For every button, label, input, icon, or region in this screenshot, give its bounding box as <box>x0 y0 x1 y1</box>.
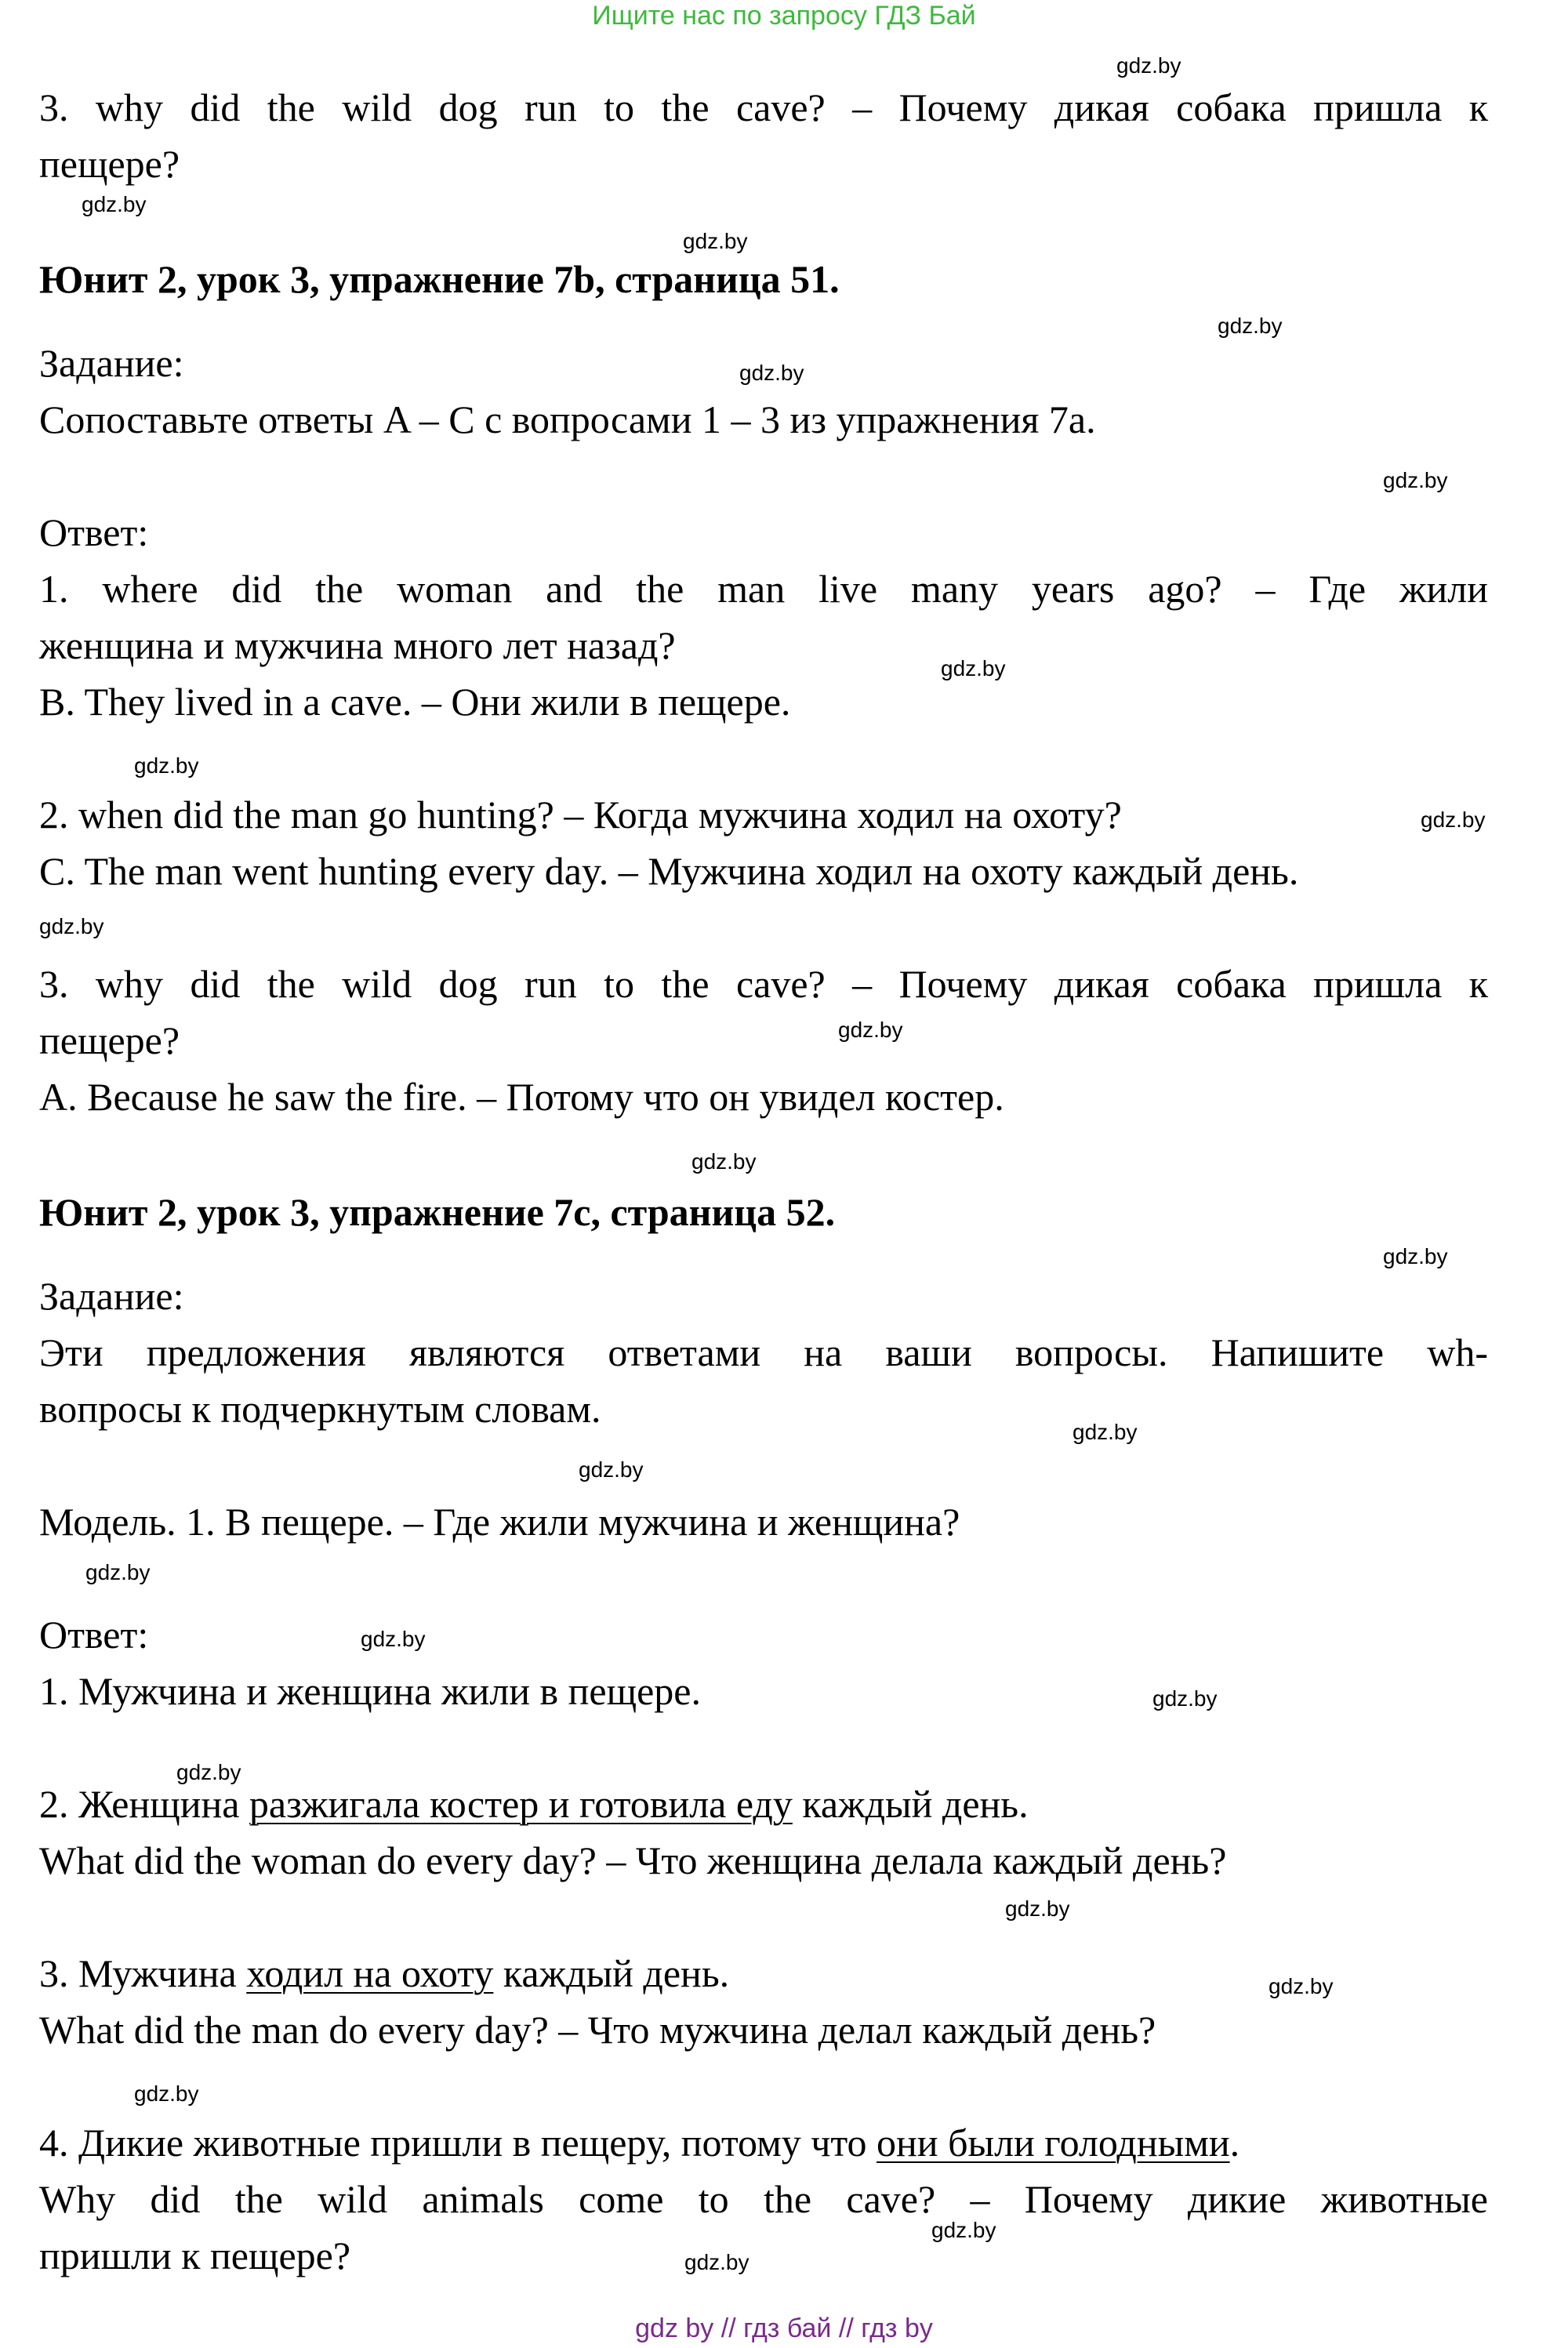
item-3-underlined: ходил на охоту <box>246 1951 494 1995</box>
task-text-7c-line-2: вопросы к подчеркнутым словам. <box>39 1387 601 1431</box>
item-2-text: 2. Женщина <box>39 1782 249 1826</box>
answer-c: C. The man went hunting every day. – Мужчина ходил на охоту каждый день. <box>39 849 1299 893</box>
watermark: gdz.by <box>1421 807 1486 832</box>
item-3-tail: каждый день. <box>493 1951 730 1995</box>
watermark: gdz.by <box>176 1760 241 1784</box>
watermark: gdz.by <box>1073 1420 1138 1444</box>
top-search-link[interactable]: Ищите нас по запросу ГДЗ Бай <box>592 1 976 31</box>
item-2 <box>39 1776 1488 1832</box>
question-2: 2. when did the man go hunting? – Когда мужчина ходил на охоту? <box>39 793 1122 836</box>
item-4-question-line-1: Why did the wild animals come to the cave? – Почему дикие животные <box>39 2177 1488 2221</box>
item-2-underlined: разжигала костер и готовила еду <box>249 1782 793 1826</box>
item-3-text: 3. Мужчина <box>39 1951 247 1995</box>
answer-a: A. Because he saw the fire. – Потому что он увидел костер. <box>39 1075 1004 1119</box>
watermark: gdz.by <box>1383 468 1448 492</box>
item-4-text: 4. Дикие животные пришли в пещеру, потому что <box>39 2121 877 2165</box>
watermark: gdz.by <box>838 1018 903 1042</box>
prev-question-3-line-2: пещере? <box>39 142 180 186</box>
watermark: gdz.by <box>683 229 748 253</box>
item-4-underlined: они были голодными <box>877 2121 1230 2165</box>
task-label-7c: Задание: <box>39 1274 184 1318</box>
item-2-question: What did the woman do every day? – Что женщина делала каждый день? <box>39 1838 1227 1882</box>
watermark: gdz.by <box>691 1149 757 1174</box>
question-1-line-2: женщина и мужчина много лет назад? <box>39 623 676 667</box>
watermark: gdz.by <box>39 914 104 938</box>
watermark: gdz.by <box>931 2218 996 2242</box>
task-text-7b: Сопоставьте ответы A – C с вопросами 1 – 3 из упражнения 7a. <box>39 397 1096 441</box>
watermark: gdz.by <box>1218 314 1283 338</box>
watermark: gdz.by <box>85 1560 151 1584</box>
watermark: gdz.by <box>82 192 147 216</box>
heading-7c: Юнит 2, урок 3, упражнение 7c, страница 52. <box>39 1190 836 1234</box>
item-4 <box>39 2114 1488 2171</box>
item-4-question-line-2: пришли к пещере? <box>39 2234 351 2277</box>
item-1: 1. Мужчина и женщина жили в пещере. <box>39 1669 701 1713</box>
watermark: gdz.by <box>134 2081 199 2106</box>
question-3-line-2: пещере? <box>39 1018 180 1062</box>
answer-b: B. They lived in a cave. – Они жили в пещере. <box>39 680 791 724</box>
watermark: gdz.by <box>684 2250 750 2274</box>
task-label-7b: Задание: <box>39 341 184 385</box>
item-2-tail: каждый день. <box>792 1782 1029 1826</box>
watermark: gdz.by <box>739 361 804 385</box>
watermark: gdz.by <box>1116 53 1181 78</box>
answer-label-7c: Ответ: <box>39 1613 149 1657</box>
watermark: gdz.by <box>1383 1244 1448 1268</box>
task-text-7c-line-1: Эти предложения являются ответами на ваши вопросы. Напишите wh- <box>39 1330 1488 1374</box>
item-4-tail: . <box>1229 2121 1240 2165</box>
watermark: gdz.by <box>579 1457 644 1482</box>
model-line: Модель. 1. В пещере. – Где жили мужчина и женщина? <box>39 1500 960 1544</box>
prev-question-3-line-1: 3. why did the wild dog run to the cave? – Почему дикая собака пришла к <box>39 85 1488 129</box>
watermark: gdz.by <box>1005 1896 1070 1921</box>
watermark: gdz.by <box>1152 1686 1218 1711</box>
answer-label-7b: Ответ: <box>39 510 149 554</box>
question-3-line-1: 3. why did the wild dog run to the cave? – Почему дикая собака пришла к <box>39 962 1488 1006</box>
question-1-line-1: 1. where did the woman and the man live many years ago? – Где жили <box>39 567 1488 611</box>
item-3-question: What did the man do every day? – Что мужчина делал каждый день? <box>39 2008 1156 2052</box>
watermark: gdz.by <box>941 656 1006 680</box>
watermark: gdz.by <box>1269 1974 1334 1998</box>
bottom-site-links[interactable]: gdz by // гдз бай // гдз by <box>635 2314 933 2343</box>
watermark: gdz.by <box>361 1627 426 1651</box>
watermark: gdz.by <box>134 753 199 778</box>
heading-7b: Юнит 2, урок 3, упражнение 7b, страница 51. <box>39 257 840 301</box>
